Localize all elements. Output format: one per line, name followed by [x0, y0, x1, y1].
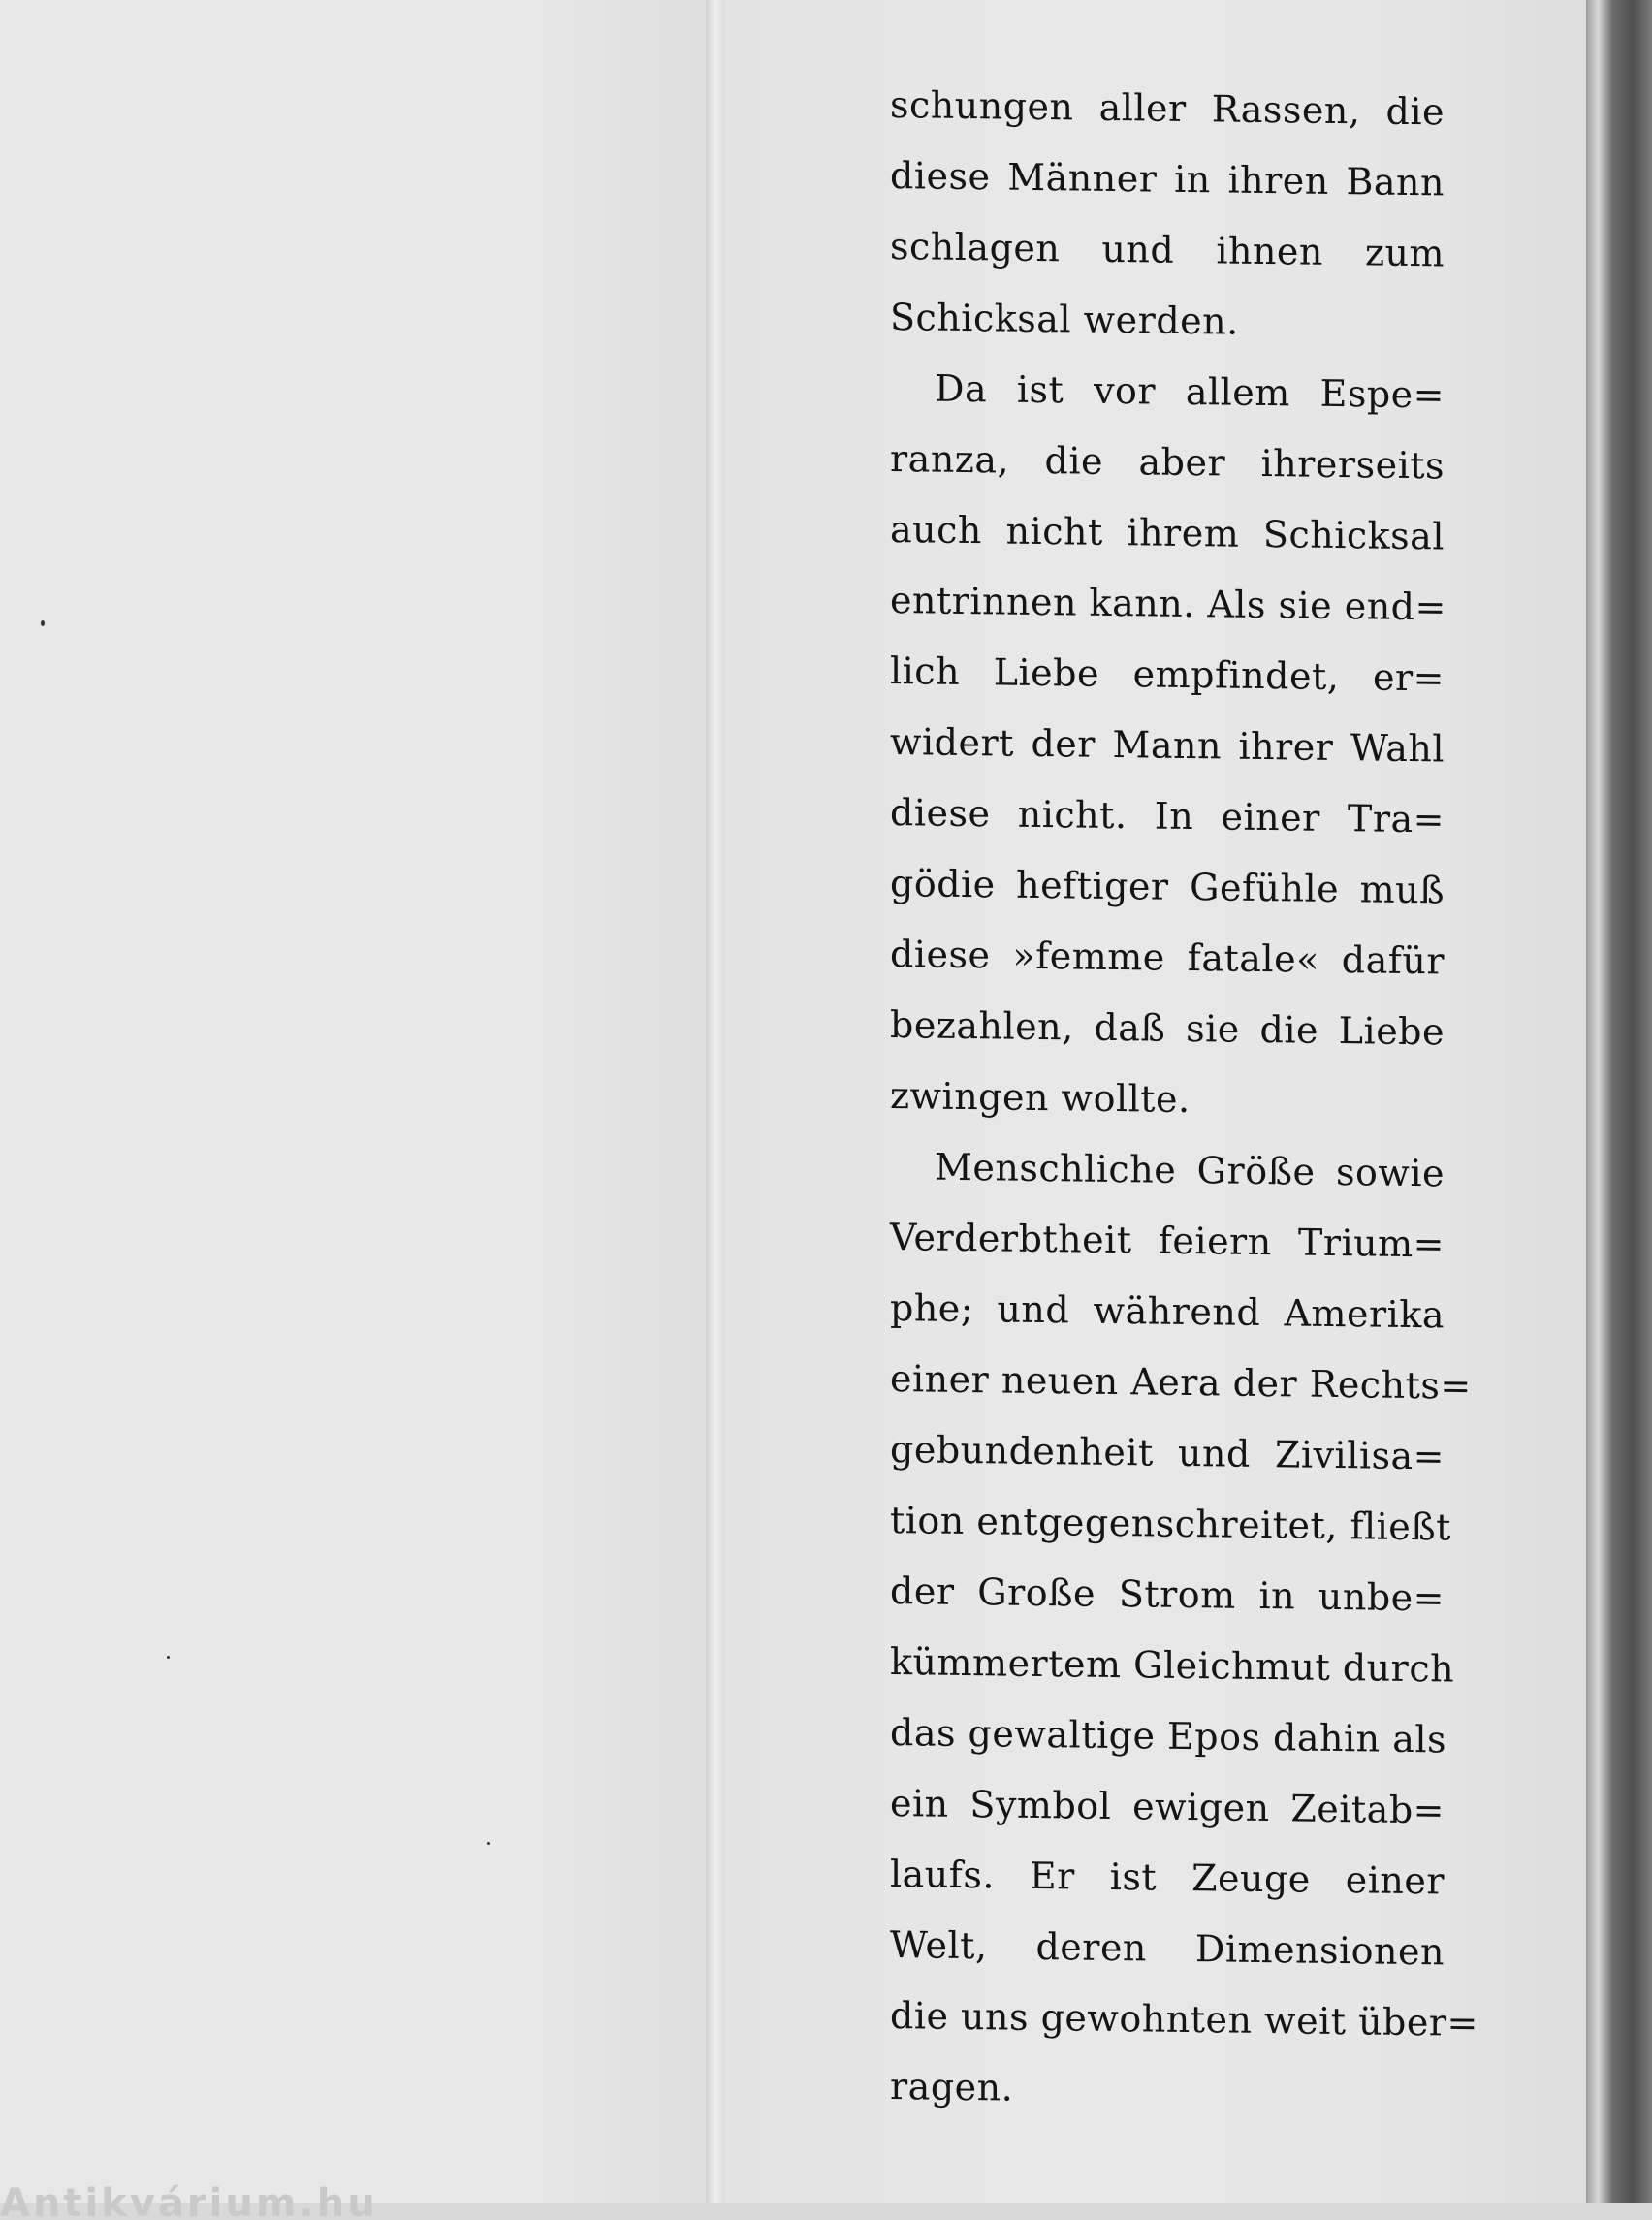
text-line: ragen.: [890, 2065, 1014, 2109]
book-edge: [1586, 0, 1652, 2203]
page-fold: [706, 0, 727, 2203]
text-line: laufs. Er ist Zeuge einer: [890, 1853, 1445, 1903]
text-line: zwingen wollte.: [890, 1074, 1191, 1122]
text-line: das gewaltige Epos dahin als: [890, 1711, 1447, 1761]
text-line: Verderbtheit feiern Trium=: [890, 1216, 1445, 1266]
text-line: gödie heftiger Gefühle muß: [890, 862, 1445, 912]
text-line: ranza, die aber ihrerseits: [890, 437, 1445, 488]
paper-speck: [167, 1656, 170, 1659]
text-line: die uns gewohnten weit über=: [890, 1994, 1478, 2045]
text-column: [890, 70, 1478, 2129]
paper-speck: [41, 620, 45, 626]
text-line: Da ist vor allem Espe=: [935, 366, 1445, 417]
left-page: [0, 0, 713, 2203]
text-line: Welt, deren Dimensionen: [890, 1923, 1445, 1974]
text-line: lich Liebe empfindet, er=: [890, 650, 1445, 700]
text-line: entrinnen kann. Als sie end=: [890, 579, 1446, 629]
text-line: diese »femme fatale« dafür: [890, 933, 1445, 983]
text-line: kümmertem Gleichmut durch: [890, 1640, 1455, 1691]
text-line: schungen aller Rassen, die: [890, 83, 1445, 134]
text-line: phe; und während Amerika: [890, 1286, 1445, 1337]
watermark-text: Antikvárium.hu: [0, 2181, 378, 2220]
paragraph-1: [890, 70, 1445, 360]
paragraph-2: [890, 353, 1445, 1138]
text-line: der Große Strom in unbe=: [890, 1570, 1445, 1620]
text-line: diese nicht. In einer Tra=: [890, 791, 1445, 841]
text-line: tion entgegenschreitet, fließt: [890, 1499, 1451, 1549]
text-line: widert der Mann ihrer Wahl: [890, 720, 1445, 771]
text-line: ein Symbol ewigen Zeitab=: [890, 1782, 1445, 1832]
text-line: auch nicht ihrem Schicksal: [890, 508, 1445, 558]
text-line: bezahlen, daß sie die Liebe: [890, 1003, 1445, 1054]
text-line: diese Männer in ihren Bann: [890, 154, 1445, 205]
text-line: gebundenheit und Zivilisa=: [890, 1428, 1445, 1478]
text-line: Schicksal werden.: [890, 296, 1239, 343]
text-line: schlagen und ihnen zum: [890, 225, 1445, 275]
paper-speck: [487, 1842, 490, 1845]
text-line: einer neuen Aera der Rechts=: [890, 1357, 1472, 1408]
paragraph-3: [890, 1131, 1478, 2129]
text-line: Menschliche Größe sowie: [935, 1145, 1445, 1195]
